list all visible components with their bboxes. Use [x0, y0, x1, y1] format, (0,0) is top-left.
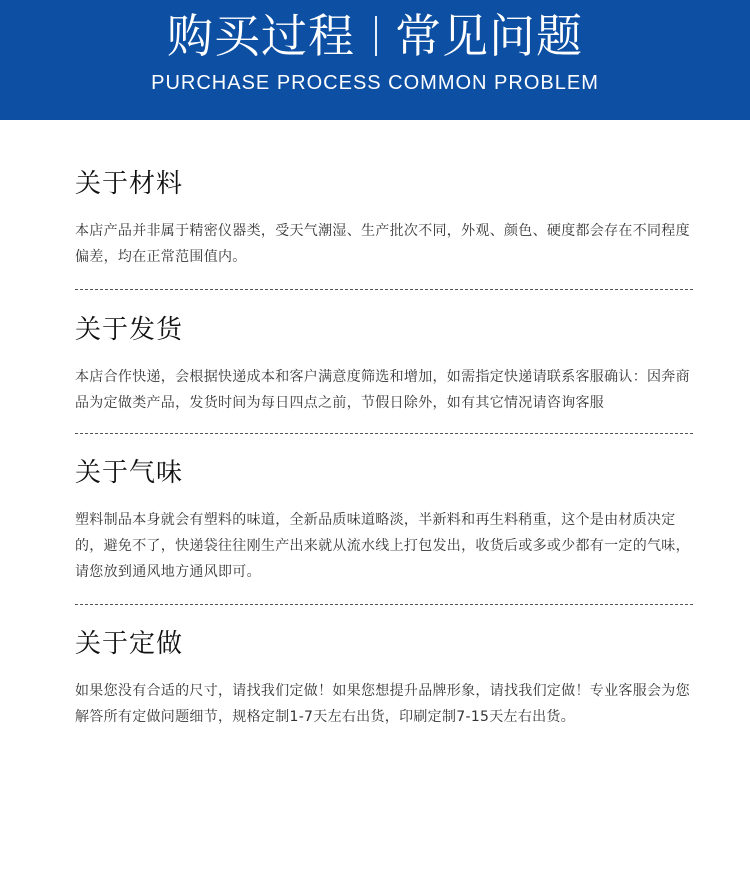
section-heading: 关于材料 — [75, 169, 184, 199]
faq-section-shipping — [75, 314, 695, 416]
faq-section-odor — [75, 457, 695, 585]
page-header — [0, 0, 750, 120]
title-separator — [375, 16, 377, 56]
section-heading: 关于发货 — [75, 315, 184, 345]
section-body: 塑料制品本身就会有塑料的味道，全新品质味道略淡，半新料和再生料稍重，这个是由材质决定的，避免不了，快递袋往往刚生产出来就从流水线上打包发出，收货后或多或少都有一定的气味，请您放到通风地方通风即可。 — [75, 512, 690, 580]
header-title-right: 常见问题 — [395, 9, 583, 63]
dashed-divider — [75, 289, 693, 290]
dashed-divider — [75, 433, 693, 434]
section-body: 本店产品并非属于精密仪器类，受天气潮湿、生产批次不同，外观、颜色、硬度都会存在不同程度偏差，均在正常范围值内。 — [75, 223, 690, 265]
dashed-divider — [75, 604, 693, 605]
section-heading: 关于定做 — [75, 629, 184, 659]
header-subtitle: PURCHASE PROCESS COMMON PROBLEM — [151, 72, 599, 94]
section-body: 如果您没有合适的尺寸，请找我们定做！如果您想提升品牌形象，请找我们定做！专业客服会为您解答所有定做问题细节，规格定制1-7天左右出货，印刷定制7-15天左右出货。 — [75, 683, 690, 725]
faq-section-custom — [75, 628, 695, 730]
section-body: 本店合作快递，会根据快递成本和客户满意度筛选和增加，如需指定快递请联系客服确认：因奔商品为定做类产品，发货时间为每日四点之前，节假日除外，如有其它情况请咨询客服 — [75, 369, 690, 411]
faq-section-material — [75, 168, 695, 270]
section-heading: 关于气味 — [75, 458, 184, 488]
header-title-left: 购买过程 — [167, 9, 355, 63]
header-title — [0, 8, 750, 64]
